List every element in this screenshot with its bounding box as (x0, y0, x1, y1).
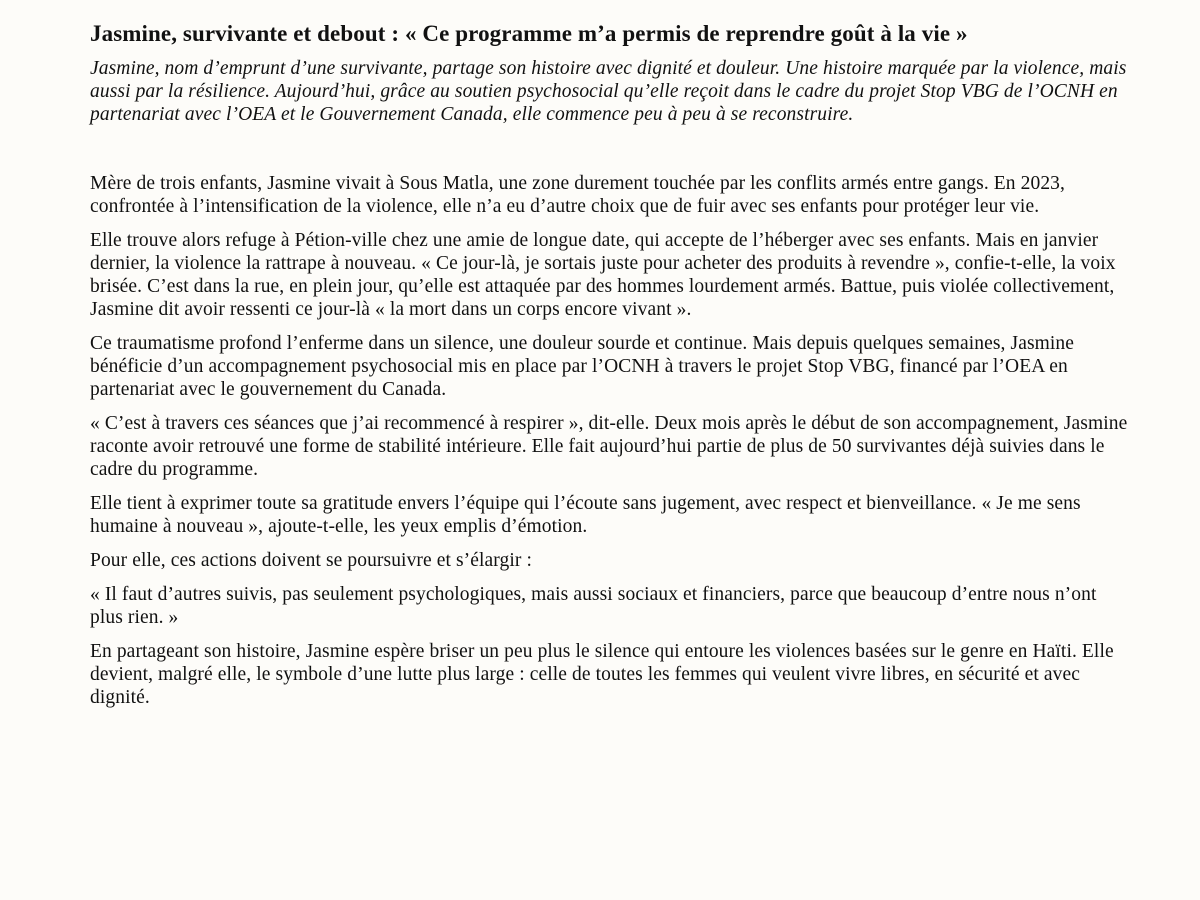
article-lead: Jasmine, nom d’emprunt d’une survivante, partage son histoire avec dignité et douleur. Une histoire marquée par la violence, mais aussi par la résilience. Aujourd’hui, grâce au soutien psychosocial qu’elle reçoit dans le cadre du projet Stop VBG de l’OCNH en partenariat avec l’OEA et le Gouvernement Canada, elle commence peu à peu à se reconstruire. (90, 58, 1127, 125)
article-paragraph: Elle tient à exprimer toute sa gratitude envers l’équipe qui l’écoute sans jugement, avec respect et bienveillance. « Je me sens humaine à nouveau », ajoute-t-elle, les yeux emplis d’émotion. (90, 493, 1081, 537)
article-quote: « Il faut d’autres suivis, pas seulement psychologiques, mais aussi sociaux et financiers, parce que beaucoup d’entre nous n’ont plus rien. » (90, 584, 1097, 628)
article-paragraph: Mère de trois enfants, Jasmine vivait à Sous Matla, une zone durement touchée par les conflits armés entre gangs. En 2023, confrontée à l’intensification de la violence, elle n’a eu d’autre choix que de fuir avec ses enfants pour protéger leur vie. (90, 173, 1066, 217)
article-paragraph: « C’est à travers ces séances que j’ai recommencé à respirer », dit-elle. Deux mois après le début de son accompagnement, Jasmine raconte avoir retrouvé une forme de stabilité intérieure. Elle fait aujourd’hui partie de plus de 50 survivantes déjà suivies dans le cadre du programme. (90, 413, 1128, 480)
article-paragraph: Elle trouve alors refuge à Pétion-ville chez une amie de longue date, qui accepte de l’héberger avec ses enfants. Mais en janvier dernier, la violence la rattrape à nouveau. « Ce jour-là, je sortais juste pour acheter des produits à revendre », confie-t-elle, la voix brisée. C’est dans la rue, en plein jour, qu’elle est attaquée par des hommes lourdement armés. Battue, puis violée collectivement, Jasmine dit avoir ressenti ce jour-là « la mort dans un corps encore vivant ». (90, 230, 1116, 320)
article-body (90, 172, 1130, 709)
article-title: Jasmine, survivante et debout : « Ce programme m’a permis de reprendre goût à la vie » (90, 21, 968, 46)
article-paragraph: Pour elle, ces actions doivent se poursuivre et s’élargir : (90, 550, 533, 571)
article-paragraph: Ce traumatisme profond l’enferme dans un silence, une douleur sourde et continue. Mais depuis quelques semaines, Jasmine bénéficie d’un accompagnement psychosocial mis en place par l’OCNH à travers le projet Stop VBG, financé par l’OEA en partenariat avec le gouvernement du Canada. (90, 333, 1075, 400)
article-paragraph: En partageant son histoire, Jasmine espère briser un peu plus le silence qui entoure les violences basées sur le genre en Haïti. Elle devient, malgré elle, le symbole d’une lutte plus large : celle de toutes les femmes qui veulent vivre libres, en sécurité et avec dignité. (90, 641, 1114, 708)
